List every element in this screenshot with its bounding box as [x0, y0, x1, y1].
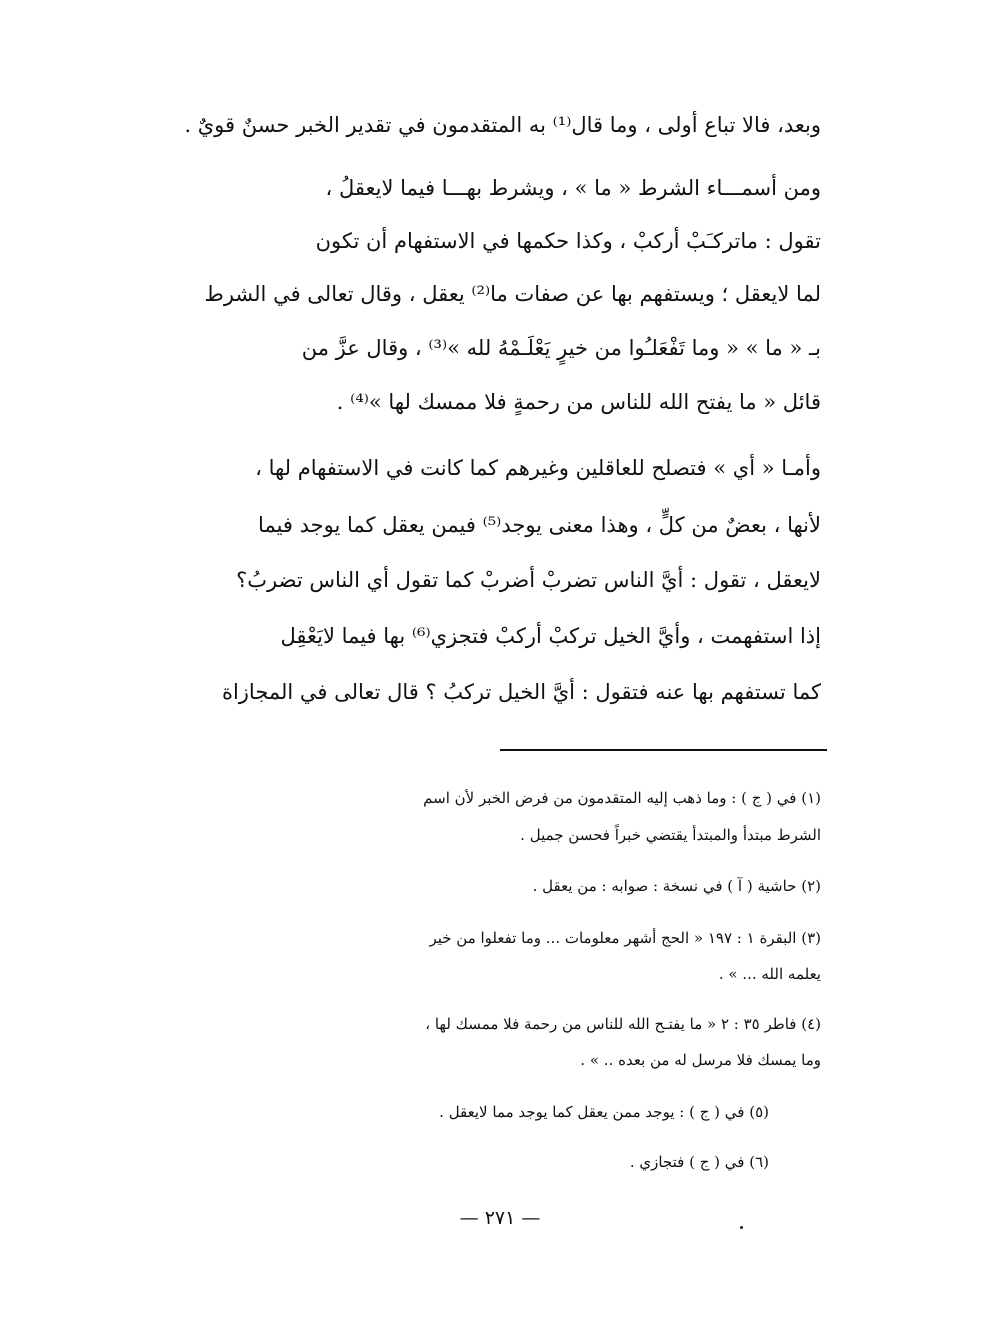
body-line: إذا استفهمت ، وأيَّ الخيل تركبْ أركبْ فتجزي⁽⁶⁾ بها فيما لايَعْقِل	[280, 624, 821, 648]
body-line: قائل « ما يفتح الله للناس من رحمةٍ فلا ممسك لها »⁽⁴⁾ .	[336, 390, 821, 414]
body-line: لايعقل ، تقول : أيَّ الناس تضربْ أضربْ كما تقول أي الناس تضربُ؟	[236, 568, 821, 592]
footnote-line: (٣) البقرة ١ : ١٩٧ « الحج أشهر معلومات ... وما تفعلوا من خير	[429, 929, 821, 947]
footnote-line: يعلمه الله ... » .	[718, 965, 821, 983]
body-line: كما تستفهم بها عنه فتقول : أيَّ الخيل تركبُ ؟ قال تعالى في المجازاة	[221, 680, 821, 704]
body-line: لما لايعقل ؛ ويستفهم بها عن صفات ما⁽²⁾ يعقل ، وقال تعالى في الشرط	[204, 282, 821, 306]
body-line: تقول : ماتركـَبْ أركبْ ، وكذا حكمها في الاستفهام أن تكون	[315, 229, 821, 253]
body-line: وبعد، فالا تباع أولى ، وما قال⁽¹⁾ به المتقدمون في تقدير الخبر حسنٌ قويٌ .	[184, 113, 821, 137]
body-line: وأمـا « أي » فتصلح للعاقلين وغيرهم كما كانت في الاستفهام لها ،	[255, 456, 821, 480]
footnote-line: (٢) حاشية ( آ ) في نسخة : صوابه : من يعقل .	[532, 877, 821, 895]
footnote-line: (١) في ( ج ) : وما ذهب إليه المتقدمون من فرض الخبر لأن اسم	[423, 789, 821, 807]
footnote-line: الشرط مبتدأ والمبتدأ يقتضي خبراً فحسن جميل .	[520, 826, 821, 844]
body-line: ومن أسمـــاء الشرط « ما » ، ويشرط بهـــا فيما لايعقلُ ،	[325, 176, 821, 200]
footnote-line: (٥) في ( ج ) : يوجد ممن يعقل كما يوجد مما لايعقل .	[439, 1103, 769, 1121]
footnote-line: (٤) فاطر ٣٥ : ٢ « ما يفتـح الله للناس من رحمة فلا ممسك لها ،	[425, 1015, 821, 1033]
body-line: بـ « ما » « وما تَفْعَلـُوا من خيرٍ يَعْلَـمْهُ لله »⁽³⁾ ، وقال عزَّ من	[301, 336, 821, 360]
print-speck	[740, 1226, 743, 1229]
footnote-line: وما يمسك فلا مرسل له من بعده .. » .	[580, 1051, 821, 1069]
page-number: — ٢٧١ —	[459, 1207, 541, 1229]
footnote-separator	[500, 749, 827, 751]
body-line: لأنها ، بعضٌ من كلٍّ ، وهذا معنى يوجد⁽⁵⁾ فيمن يعقل كما يوجد فيما	[258, 513, 821, 537]
footnote-line: (٦) في ( ج ) فتجازي .	[629, 1153, 769, 1171]
